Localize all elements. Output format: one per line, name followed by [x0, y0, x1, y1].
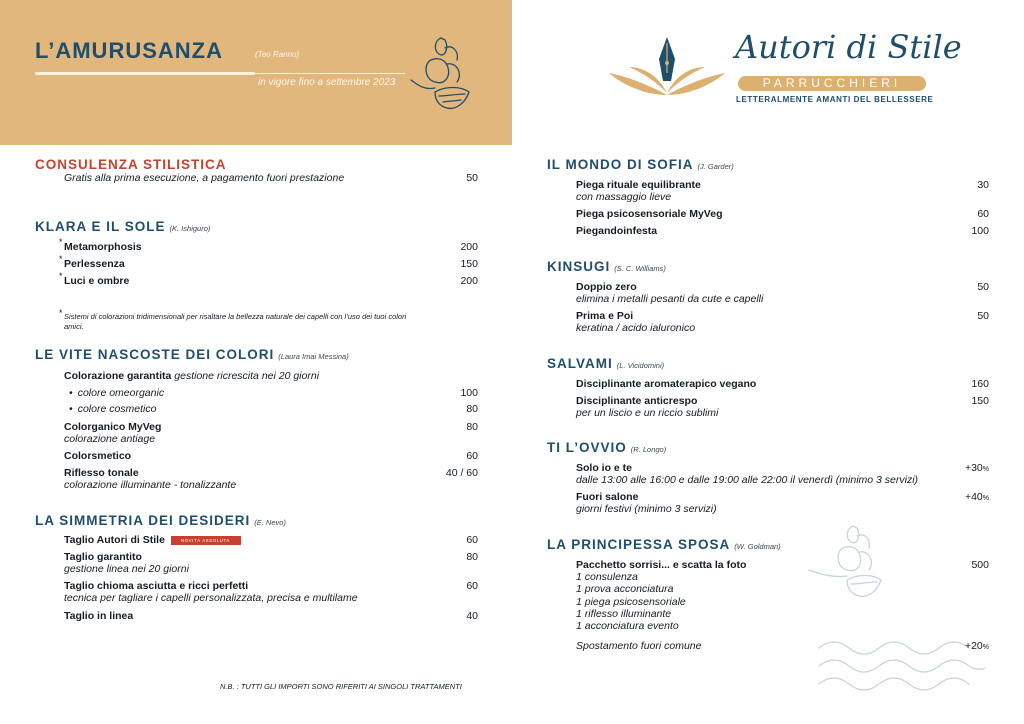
menu-item-name: Solo io e te: [576, 462, 633, 474]
section-author: (L. Vicidomini): [616, 361, 665, 370]
menu-item-desc: per un liscio e un riccio sublimi: [576, 407, 719, 419]
menu-item-price: 30: [977, 179, 989, 191]
section-author: (R. Longo): [630, 445, 667, 454]
section-title-ovvio: TI L’OVVIO (R. Longo): [547, 440, 667, 455]
section-author: (J. Garder): [697, 162, 734, 171]
menu-item-name: Piegandoinfesta: [576, 225, 658, 237]
section-author: (K. Ishiguro): [169, 224, 211, 233]
menu-item-price: 100: [971, 225, 989, 237]
consulenza-desc: Gratis alla prima esecuzione, a pagamento fuori prestazione: [64, 172, 345, 184]
menu-item-price: 150: [460, 258, 478, 270]
menu-item-desc: gestione linea nei 20 giorni: [64, 563, 189, 575]
extra-desc: Spostamento fuori comune: [576, 640, 702, 652]
package-line: 1 consulenza: [576, 571, 638, 583]
menu-item-name: Taglio in linea: [64, 610, 134, 622]
menu-item-desc: colorazione illuminante - tonalizzante: [64, 479, 237, 491]
section-title-simmetria: LA SIMMETRIA DEI DESIDERI (E. Nevo): [35, 513, 286, 528]
footer-note: N.B. : TUTTI GLI IMPORTI SONO RIFERITI AI SINGOLI TRATTAMENTI: [220, 682, 462, 691]
fountain-pen-icon: [605, 33, 730, 103]
extra-price: +20%: [964, 640, 989, 652]
menu-item-desc: con massaggio lieve: [576, 191, 672, 203]
menu-item-name: Colorganico MyVeg: [64, 421, 162, 433]
brand-tagline: LETTERALMENTE AMANTI DEL BELLESSERE: [736, 95, 934, 104]
package-line: 1 acconciatura evento: [576, 620, 679, 632]
header-banner: [0, 0, 512, 145]
package-line: 1 prova acconciatura: [576, 583, 674, 595]
prickly-pear-illustration: [405, 30, 480, 120]
menu-item-price: +40%: [964, 491, 989, 503]
menu-item-price: 80: [466, 403, 478, 415]
menu-item-name: Metamorphosis: [64, 241, 142, 253]
menu-item-price: 100: [460, 387, 478, 399]
section-author: (S. C. Williams): [614, 264, 666, 273]
menu-item-price: 50: [977, 281, 989, 293]
menu-subitem: • colore cosmetico: [69, 403, 157, 415]
menu-item: Colorazione garantita gestione ricrescita nei 20 giorni: [64, 370, 320, 382]
menu-item-price: 80: [466, 551, 478, 563]
menu-item-name: Prima e Poi: [576, 310, 634, 322]
banner-divider: [35, 72, 255, 75]
menu-item-price: 200: [460, 275, 478, 287]
asterisk: *: [59, 271, 63, 281]
section-title-salvami: SALVAMI (L. Vicidomini): [547, 356, 665, 371]
section-title-vite: LE VITE NASCOSTE DEI COLORI (Laura Imai Messina): [35, 347, 349, 362]
menu-item-desc: colorazione antiage: [64, 433, 156, 445]
brand-name: Autori di Stile: [735, 28, 962, 66]
menu-item-desc: elimina i metalli pesanti da cute e capelli: [576, 293, 764, 305]
section-author: (Laura Imai Messina): [278, 352, 349, 361]
package-line: 1 piega psicosensoriale: [576, 596, 686, 608]
menu-item-price: 80: [466, 421, 478, 433]
menu-item-desc: dalle 13:00 alle 16:00 e dalle 19:00 alle 22:00 il venerdì (minimo 3 servizi): [576, 474, 919, 486]
validity-text: in vigore fino a settembre 2023: [258, 77, 396, 88]
menu-subitem: • colore omeorganic: [69, 387, 165, 399]
section-author: (W. Goldman): [734, 542, 781, 551]
section-title-sposa: LA PRINCIPESSA SPOSA (W. Goldman): [547, 537, 781, 552]
menu-item-name: Riflesso tonale: [64, 467, 139, 479]
asterisk: *: [59, 237, 63, 247]
section-title-sofia: IL MONDO DI SOFIA (J. Garder): [547, 157, 734, 172]
klara-footnote: Sistemi di colorazioni tridimensionali per risaltare la bellezza naturale dei capelli con l’uso dei tuoi colori amici.: [64, 312, 407, 331]
section-title-kinsugi: KINSUGI (S. C. Williams): [547, 259, 666, 274]
menu-item-desc: keratina / acido ialuronico: [576, 322, 696, 334]
menu-item-name: Perlessenza: [64, 258, 125, 270]
menu-item-name: Fuori salone: [576, 491, 639, 503]
menu-item-price: 60: [466, 450, 478, 462]
menu-title: L’AMURUSANZA: [35, 38, 223, 63]
menu-title-author: (Teo Ranno): [255, 50, 300, 59]
section-title-klara: KLARA E IL SOLE (K. Ishiguro): [35, 219, 211, 234]
menu-item-price: 60: [977, 208, 989, 220]
menu-item-price: 160: [971, 378, 989, 390]
menu-item-price: +30%: [964, 462, 989, 474]
menu-item-name: Pacchetto sorrisi... e scatta la foto: [576, 559, 747, 571]
menu-item-desc: tecnica per tagliare i capelli personalizzata, precisa e multilame: [64, 592, 358, 604]
menu-item-name: Piega psicosensoriale MyVeg: [576, 208, 723, 220]
brand-logo: [605, 28, 962, 113]
menu-item-price: 200: [460, 241, 478, 253]
banner-divider-thin: [255, 73, 405, 74]
decorative-illustration: [805, 518, 990, 693]
menu-item-price: 40 / 60: [445, 467, 478, 479]
menu-item-price: 500: [971, 559, 989, 571]
new-badge: NOVITÀ ASSOLUTA: [171, 536, 241, 545]
menu-item-price: 40: [466, 610, 478, 622]
section-author: (E. Nevo): [254, 518, 286, 527]
menu-item-name: Taglio Autori di Stile NOVITÀ ASSOLUTA: [64, 534, 241, 546]
menu-item-price: 60: [466, 534, 478, 546]
menu-item-name: Taglio chioma asciutta e ricci perfetti: [64, 580, 249, 592]
menu-item-desc: giorni festivi (minimo 3 servizi): [576, 503, 717, 515]
menu-item-price: 60: [466, 580, 478, 592]
menu-item-name: Disciplinante aromaterapico vegano: [576, 378, 757, 390]
asterisk: *: [59, 308, 63, 318]
brand-subtitle: PARRUCCHIERI: [738, 76, 926, 91]
menu-item-name: Taglio garantito: [64, 551, 142, 563]
menu-item-name: Doppio zero: [576, 281, 637, 293]
menu-item-name: Luci e ombre: [64, 275, 130, 287]
menu-item-name: Colorsmetico: [64, 450, 132, 462]
menu-item-name: Piega rituale equilibrante: [576, 179, 701, 191]
consulenza-price: 50: [466, 172, 478, 184]
asterisk: *: [59, 254, 63, 264]
menu-item-name: Disciplinante anticrespo: [576, 395, 698, 407]
package-line: 1 riflesso illuminante: [576, 608, 672, 620]
menu-item-price: 150: [971, 395, 989, 407]
section-title-consulenza: CONSULENZA STILISTICA: [35, 157, 227, 172]
menu-item-price: 50: [977, 310, 989, 322]
